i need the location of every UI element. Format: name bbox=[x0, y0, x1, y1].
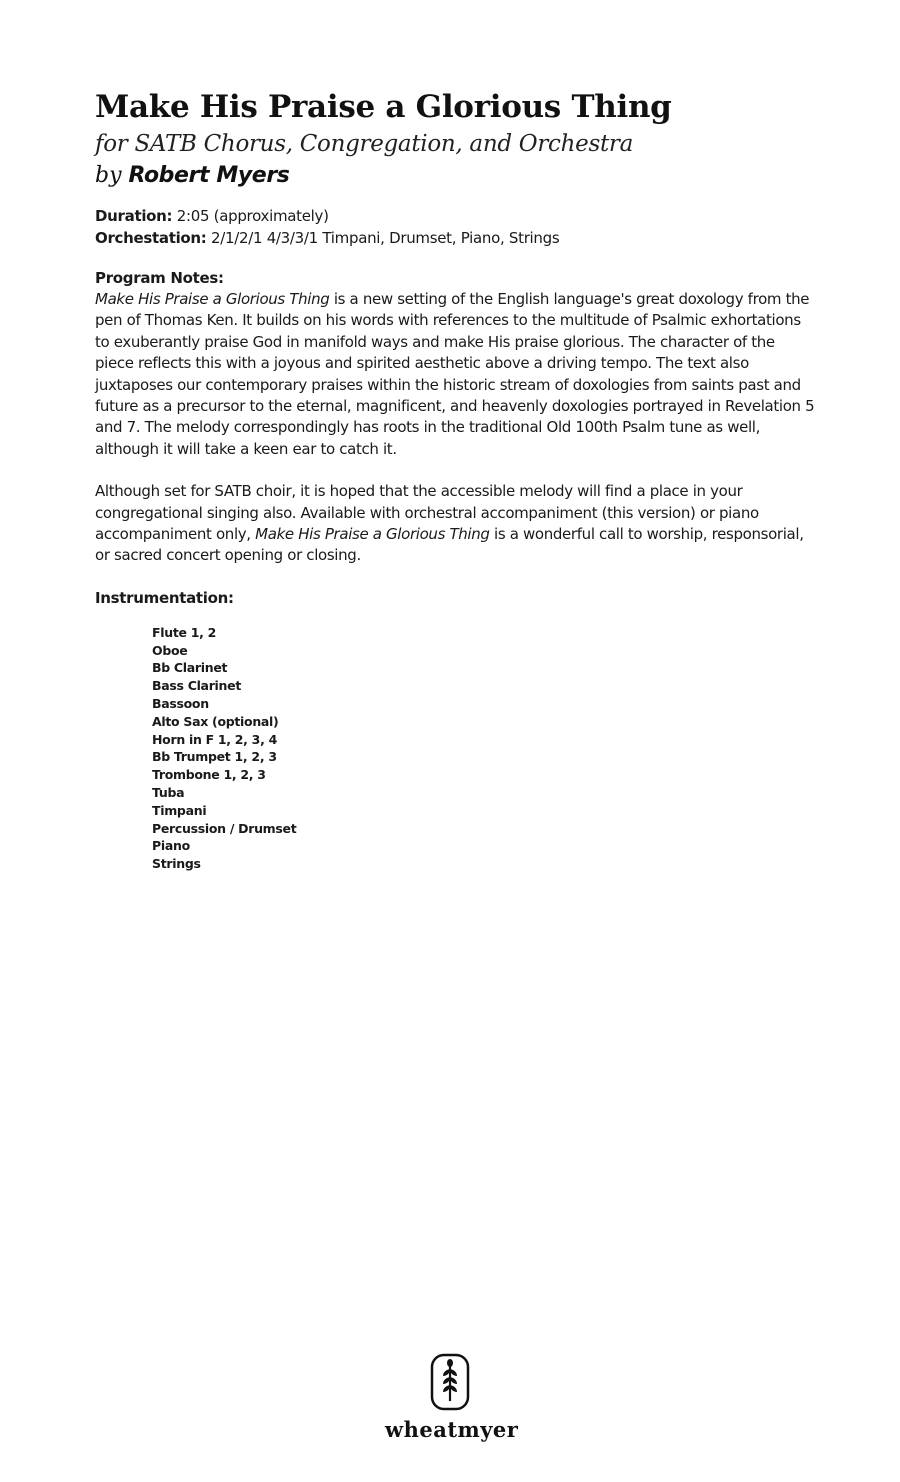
wheat-logo-icon bbox=[428, 1353, 472, 1411]
paragraph-1-text: is a new setting of the English language's great doxology from the pen of Thomas Ken. It builds on his words with references to the multitude of Psalmic exhortations to exuberantly praise God in manifold ways and make His praise glorious. The character of the piece reflects this with a joyous and spirited aesthetic above a driving tempo. The text also juxtaposes our contemporary praises within the historic stream of doxologies from saints past and future as a precursor to the eternal, magnificent, and heavenly doxologies portrayed in Revelation 5 and 7. The melody correspondingly has roots in the traditional Old 100th Psalm tune as well, although it will take a keen ear to catch it. bbox=[95, 290, 815, 458]
instrumentation-heading: Instrumentation: bbox=[95, 588, 234, 607]
instrumentation-item: Horn in F 1, 2, 3, 4 bbox=[152, 731, 277, 747]
instrumentation-item: Alto Sax (optional) bbox=[152, 713, 279, 729]
document-page bbox=[95, 88, 815, 873]
instrumentation-item: Timpani bbox=[152, 802, 207, 818]
paragraph-2-text-a: Although set for SATB choir, it is hoped that the accessible melody will find a place in your congregational singing also. Available with orchestral accompaniment (this version) or piano accompaniment only, bbox=[95, 482, 759, 544]
instrumentation-item: Oboe bbox=[152, 642, 188, 658]
page-subtitle: for SATB Chorus, Congregation, and Orchestra bbox=[95, 131, 633, 157]
program-notes-paragraph-2 bbox=[95, 481, 815, 567]
paragraph-2-text-b: is a wonderful call to worship, responsorial, or sacred concert opening or closing. bbox=[95, 525, 804, 565]
instrumentation-item: Bb Clarinet bbox=[152, 660, 228, 676]
instrumentation-item: Bass Clarinet bbox=[152, 678, 241, 694]
duration-value: 2:05 (approximately) bbox=[176, 207, 329, 225]
duration-row bbox=[95, 205, 815, 227]
program-notes-heading: Program Notes: bbox=[95, 269, 224, 287]
instrumentation-item: Tuba bbox=[152, 785, 185, 801]
program-notes-paragraph-1 bbox=[95, 289, 815, 460]
byline-by: by bbox=[95, 163, 122, 188]
instrumentation-item: Percussion / Drumset bbox=[152, 820, 297, 836]
duration-label: Duration: bbox=[95, 207, 173, 225]
orchestration-value: 2/1/2/1 4/3/3/1 Timpani, Drumset, Piano, Strings bbox=[210, 229, 560, 247]
instrumentation-item: Piano bbox=[152, 838, 190, 854]
byline bbox=[95, 160, 815, 192]
publisher-name: wheatmyer bbox=[385, 1417, 519, 1442]
orchestration-label: Orchestation: bbox=[95, 229, 207, 247]
orchestration-row bbox=[95, 227, 815, 249]
instrumentation-item: Flute 1, 2 bbox=[152, 624, 217, 640]
instrumentation-item: Strings bbox=[152, 856, 201, 872]
instrumentation-list bbox=[152, 624, 815, 873]
publisher-logo bbox=[385, 1353, 519, 1442]
author-name: Robert Myers bbox=[128, 163, 290, 188]
page-title: Make His Praise a Glorious Thing bbox=[95, 89, 672, 125]
instrumentation-item: Bb Trumpet 1, 2, 3 bbox=[152, 749, 277, 765]
work-meta bbox=[95, 205, 815, 249]
work-title-italic: Make His Praise a Glorious Thing bbox=[95, 290, 330, 308]
instrumentation-item: Trombone 1, 2, 3 bbox=[152, 767, 266, 783]
work-title-italic: Make His Praise a Glorious Thing bbox=[255, 525, 490, 544]
instrumentation-item: Bassoon bbox=[152, 696, 209, 712]
